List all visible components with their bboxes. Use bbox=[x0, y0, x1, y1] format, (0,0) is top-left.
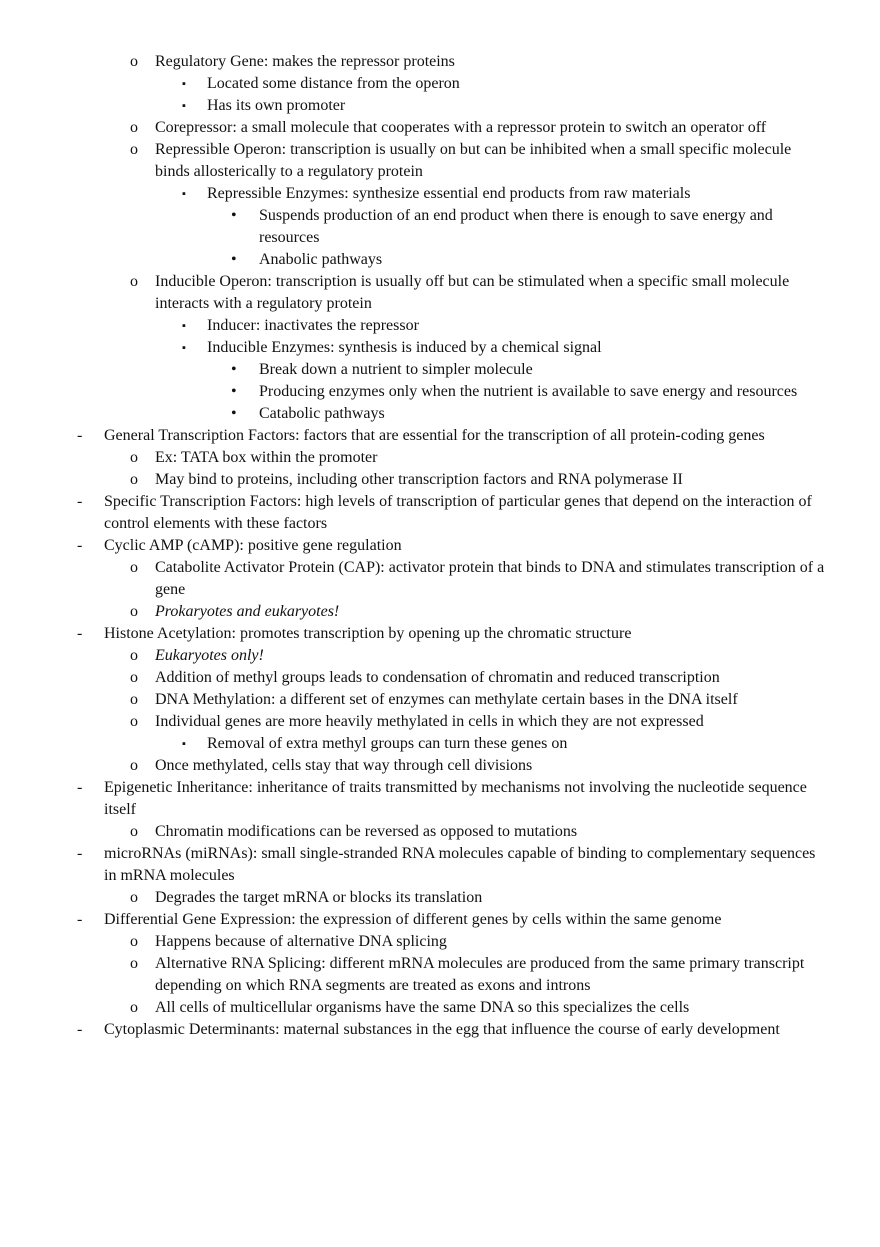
dot-bullet-icon: • bbox=[231, 207, 237, 224]
list-item-text: Eukaryotes only! bbox=[155, 647, 264, 664]
list-item bbox=[0, 117, 828, 139]
list-item bbox=[0, 469, 828, 491]
list-item-text: Degrades the target mRNA or blocks its translation bbox=[155, 889, 483, 906]
list-item-text: All cells of multicellular organisms have the same DNA so this specializes the cells bbox=[155, 999, 690, 1016]
circle-bullet-icon: o bbox=[130, 669, 138, 686]
circle-bullet-icon: o bbox=[130, 955, 138, 972]
dash-marker: - bbox=[77, 845, 83, 862]
list-item bbox=[0, 535, 828, 557]
list-item bbox=[0, 447, 828, 469]
dot-bullet-icon: • bbox=[231, 405, 237, 422]
list-item-text: Happens because of alternative DNA splicing bbox=[155, 933, 447, 950]
list-item bbox=[0, 139, 828, 183]
list-item bbox=[0, 931, 828, 953]
list-item bbox=[0, 249, 828, 271]
list-item bbox=[0, 271, 828, 315]
list-item-text: DNA Methylation: a different set of enzymes can methylate certain bases in the DNA itself bbox=[155, 691, 738, 708]
list-item bbox=[0, 425, 828, 447]
list-item-text: Catabolic pathways bbox=[259, 405, 385, 422]
list-item bbox=[0, 95, 828, 117]
square-bullet-icon: ▪ bbox=[182, 320, 186, 332]
list-item bbox=[0, 711, 828, 733]
dot-bullet-icon: • bbox=[231, 383, 237, 400]
square-bullet-icon: ▪ bbox=[182, 78, 186, 90]
circle-bullet-icon: o bbox=[130, 141, 138, 158]
circle-bullet-icon: o bbox=[130, 273, 138, 290]
list-item bbox=[0, 623, 828, 645]
circle-bullet-icon: o bbox=[130, 449, 138, 466]
circle-bullet-icon: o bbox=[130, 823, 138, 840]
list-item-text: May bind to proteins, including other transcription factors and RNA polymerase II bbox=[155, 471, 683, 488]
list-item-text: Break down a nutrient to simpler molecule bbox=[259, 361, 533, 378]
list-item bbox=[0, 183, 828, 205]
list-item bbox=[0, 755, 828, 777]
circle-bullet-icon: o bbox=[130, 559, 138, 576]
circle-bullet-icon: o bbox=[130, 603, 138, 620]
list-item-text: Once methylated, cells stay that way through cell divisions bbox=[155, 757, 533, 774]
list-item bbox=[0, 381, 828, 403]
list-item-text: Producing enzymes only when the nutrient is available to save energy and resources bbox=[259, 383, 798, 400]
list-item bbox=[0, 337, 828, 359]
list-item bbox=[0, 909, 828, 931]
list-item-text: Prokaryotes and eukaryotes! bbox=[155, 603, 340, 620]
list-item-text: Ex: TATA box within the promoter bbox=[155, 449, 378, 466]
circle-bullet-icon: o bbox=[130, 471, 138, 488]
dot-bullet-icon: • bbox=[231, 251, 237, 268]
dash-marker: - bbox=[77, 1021, 83, 1038]
list-item-text: microRNAs (miRNAs): small single-stranded RNA molecules capable of binding to complementary sequences in mRNA molecules bbox=[104, 845, 816, 884]
list-item-text: Anabolic pathways bbox=[259, 251, 383, 268]
circle-bullet-icon: o bbox=[130, 757, 138, 774]
list-item-text: Inducible Enzymes: synthesis is induced by a chemical signal bbox=[207, 339, 602, 356]
list-item-text: Corepressor: a small molecule that cooperates with a repressor protein to switch an operator off bbox=[155, 119, 767, 136]
list-item bbox=[0, 491, 828, 535]
circle-bullet-icon: o bbox=[130, 647, 138, 664]
square-bullet-icon: ▪ bbox=[182, 738, 186, 750]
list-item-text: Epigenetic Inheritance: inheritance of traits transmitted by mechanisms not involving the nucleotide sequence itself bbox=[104, 779, 807, 818]
dot-bullet-icon: • bbox=[231, 361, 237, 378]
list-item-text: Addition of methyl groups leads to condensation of chromatin and reduced transcription bbox=[155, 669, 720, 686]
list-item-text: Individual genes are more heavily methylated in cells in which they are not expressed bbox=[155, 713, 704, 730]
list-item bbox=[0, 953, 828, 997]
list-item bbox=[0, 205, 828, 249]
list-item-text: Suspends production of an end product when there is enough to save energy and resources bbox=[259, 207, 773, 246]
list-item-text: Repressible Enzymes: synthesize essential end products from raw materials bbox=[207, 185, 691, 202]
list-item-text: Inducible Operon: transcription is usually off but can be stimulated when a specific small molecule interacts with a regulatory protein bbox=[155, 273, 790, 312]
list-item-text: Alternative RNA Splicing: different mRNA molecules are produced from the same primary transcript depending on which RNA segments are treated as exons and introns bbox=[155, 955, 805, 994]
list-item bbox=[0, 733, 828, 755]
dash-marker: - bbox=[77, 427, 83, 444]
list-item-text: Located some distance from the operon bbox=[207, 75, 460, 92]
dash-marker: - bbox=[77, 537, 83, 554]
circle-bullet-icon: o bbox=[130, 889, 138, 906]
list-item bbox=[0, 73, 828, 95]
circle-bullet-icon: o bbox=[130, 691, 138, 708]
dash-marker: - bbox=[77, 779, 83, 796]
dash-marker: - bbox=[77, 911, 83, 928]
circle-bullet-icon: o bbox=[130, 999, 138, 1016]
list-item-text: Removal of extra methyl groups can turn these genes on bbox=[207, 735, 568, 752]
list-item bbox=[0, 557, 828, 601]
list-item bbox=[0, 403, 828, 425]
list-item-text: Cyclic AMP (cAMP): positive gene regulation bbox=[104, 537, 402, 554]
list-item-text: Differential Gene Expression: the expression of different genes by cells within the same genome bbox=[104, 911, 722, 928]
list-item-text: Regulatory Gene: makes the repressor proteins bbox=[155, 53, 455, 70]
dash-marker: - bbox=[77, 625, 83, 642]
square-bullet-icon: ▪ bbox=[182, 342, 186, 354]
square-bullet-icon: ▪ bbox=[182, 188, 186, 200]
list-item-text: Chromatin modifications can be reversed as opposed to mutations bbox=[155, 823, 578, 840]
list-item bbox=[0, 359, 828, 381]
list-item bbox=[0, 601, 828, 623]
circle-bullet-icon: o bbox=[130, 933, 138, 950]
circle-bullet-icon: o bbox=[130, 713, 138, 730]
list-item-text: Cytoplasmic Determinants: maternal substances in the egg that influence the course of early development bbox=[104, 1021, 780, 1038]
dash-marker: - bbox=[77, 493, 83, 510]
list-item-text: Histone Acetylation: promotes transcription by opening up the chromatic structure bbox=[104, 625, 632, 642]
list-item bbox=[0, 645, 828, 667]
list-item-text: Has its own promoter bbox=[207, 97, 346, 114]
list-item bbox=[0, 843, 828, 887]
list-item-text: Catabolite Activator Protein (CAP): activator protein that binds to DNA and stimulates transcription of a gene bbox=[155, 559, 825, 598]
square-bullet-icon: ▪ bbox=[182, 100, 186, 112]
list-item bbox=[0, 667, 828, 689]
list-item-text: Repressible Operon: transcription is usually on but can be inhibited when a small specific molecule binds allosterically to a regulatory protein bbox=[155, 141, 792, 180]
list-item bbox=[0, 777, 828, 821]
list-item-text: General Transcription Factors: factors that are essential for the transcription of all protein-coding genes bbox=[104, 427, 765, 444]
list-item bbox=[0, 51, 828, 73]
list-item-text: Inducer: inactivates the repressor bbox=[207, 317, 419, 334]
circle-bullet-icon: o bbox=[130, 119, 138, 136]
list-item bbox=[0, 997, 828, 1019]
list-item bbox=[0, 821, 828, 843]
list-item bbox=[0, 1019, 828, 1041]
list-item bbox=[0, 887, 828, 909]
document-page bbox=[0, 51, 880, 1041]
list-item-text: Specific Transcription Factors: high levels of transcription of particular genes that depend on the interaction of control elements with these factors bbox=[104, 493, 812, 532]
list-item bbox=[0, 689, 828, 711]
list-item bbox=[0, 315, 828, 337]
circle-bullet-icon: o bbox=[130, 53, 138, 70]
